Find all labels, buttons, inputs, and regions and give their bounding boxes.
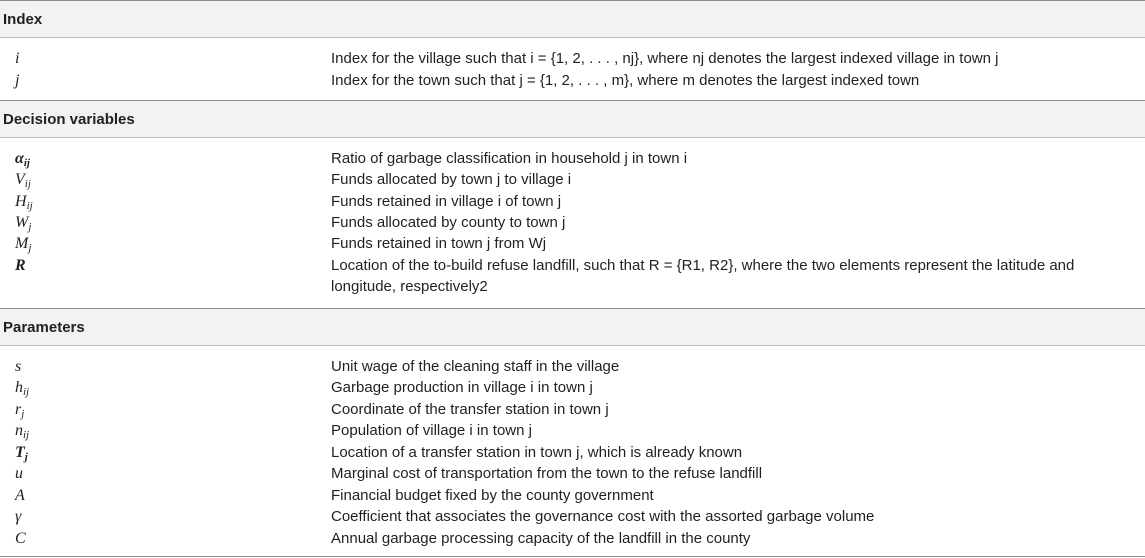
section-header-parameters: [0, 308, 1145, 346]
description-cell: Population of village i in town j: [331, 422, 532, 439]
table-row: [0, 70, 1145, 91]
description-cell: Coefficient that associates the governance cost with the assorted garbage volume: [331, 508, 875, 525]
description-cell: Index for the town such that j = {1, 2, . . . , m}, where m denotes the largest indexed town: [331, 72, 920, 89]
symbol-cell: s: [15, 358, 22, 375]
symbol-cell: R: [15, 257, 26, 274]
symbol-cell: $V_{ij}$: [15, 171, 31, 190]
section-title: Decision variables: [3, 111, 135, 128]
symbol-cell: A: [15, 487, 25, 504]
description-cell: Garbage production in village i in town j: [331, 379, 593, 396]
table-row: [0, 356, 1145, 377]
symbol-cell: $n_{ij}$: [15, 422, 30, 441]
symbol-cell: $W_j$: [15, 214, 32, 233]
symbol-cell: u: [15, 465, 23, 482]
section-title: Parameters: [3, 319, 85, 336]
section-title: Index: [3, 11, 43, 28]
description-cell: Annual garbage processing capacity of the landfill in the county: [331, 530, 751, 547]
symbol-cell: C: [15, 530, 26, 547]
symbol-cell: j: [15, 72, 20, 89]
symbol-cell: $M_j$: [15, 235, 32, 254]
table-row: [0, 485, 1145, 506]
table-row: [0, 233, 1145, 254]
description-cell: Funds allocated by county to town j: [331, 214, 566, 231]
table-row: [0, 169, 1145, 190]
table-bottom-rule: [0, 556, 1145, 557]
symbol-cell: $T_j$: [15, 444, 28, 463]
table-row: [0, 255, 1145, 297]
description-cell: Coordinate of the transfer station in town j: [331, 401, 609, 418]
description-cell: Financial budget fixed by the county government: [331, 487, 654, 504]
description-cell: Funds allocated by town j to village i: [331, 171, 572, 188]
symbol-cell: $h_{ij}$: [15, 379, 30, 398]
symbol-cell: $H_{ij}$: [15, 193, 33, 212]
table-row: [0, 420, 1145, 441]
table-row: [0, 377, 1145, 398]
description-cell: Marginal cost of transportation from the town to the refuse landfill: [331, 465, 763, 482]
symbol-cell: i: [15, 50, 20, 67]
section-header-decision-variables: [0, 100, 1145, 138]
table-row: [0, 48, 1145, 69]
description-cell: Funds retained in village i of town j: [331, 193, 562, 210]
description-cell: Unit wage of the cleaning staff in the village: [331, 358, 620, 375]
table-row: [0, 506, 1145, 527]
symbol-cell: $r_j$: [15, 401, 25, 420]
table-row: [0, 442, 1145, 463]
description-cell: Funds retained in town j from Wj: [331, 235, 547, 252]
table-row: [0, 399, 1145, 420]
description-cell: Ratio of garbage classification in household j in town i: [331, 150, 688, 167]
table-row: [0, 463, 1145, 484]
table-row: [0, 191, 1145, 212]
table-row: [0, 148, 1145, 169]
table-row: [0, 528, 1145, 549]
table-row: [0, 212, 1145, 233]
description-cell: Location of the to-build refuse landfill, such that R = {R1, R2}, where the two elements represent the latitude and longitude, respectively2: [331, 257, 1075, 295]
section-header-index: [0, 0, 1145, 38]
symbol-cell: $\alpha_{ij}$: [15, 150, 30, 169]
symbol-cell: γ: [15, 508, 22, 525]
description-cell: Location of a transfer station in town j, which is already known: [331, 444, 743, 461]
description-cell: Index for the village such that i = {1, 2, . . . , nj}, where nj denotes the largest indexed village in town j: [331, 50, 999, 67]
